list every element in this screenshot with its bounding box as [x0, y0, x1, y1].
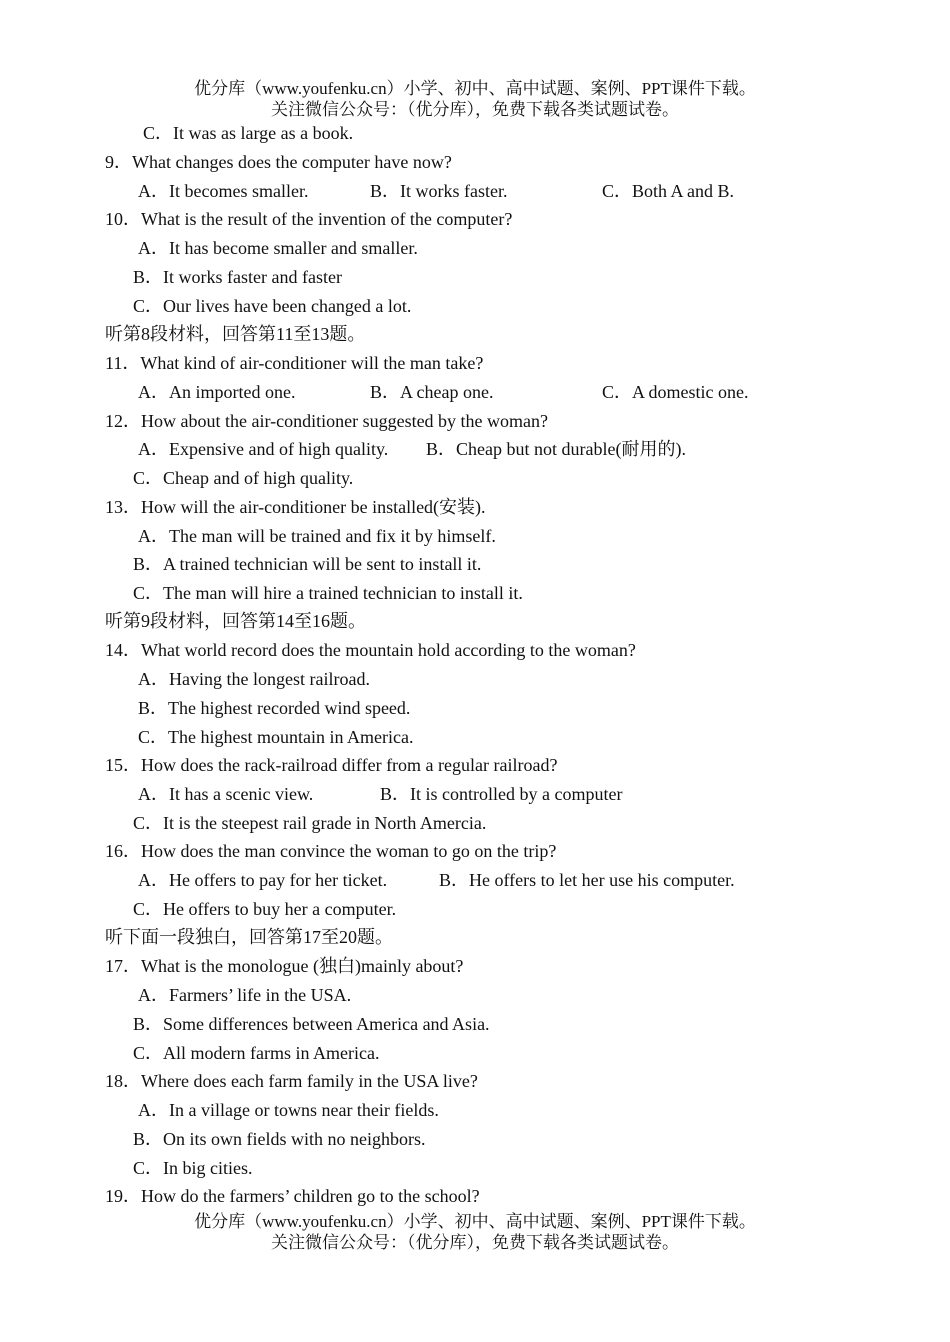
q15-option-c: C．It is the steepest rail grade in North Amercia. — [133, 813, 487, 833]
section-9-heading: 听第9段材料，回答第14至16题。 — [105, 611, 366, 631]
q18-option-b: B．On its own fields with no neighbors. — [133, 1129, 426, 1149]
q10-question: 10．What is the result of the invention of the computer? — [105, 209, 513, 229]
q16-option-b: B．He offers to let her use his computer. — [439, 870, 735, 890]
q16-option-c: C．He offers to buy her a computer. — [133, 899, 397, 919]
q12-option-c: C．Cheap and of high quality. — [133, 468, 354, 488]
q17-option-a: A．Farmers’ life in the USA. — [138, 985, 352, 1005]
q17-option-c: C．All modern farms in America. — [133, 1043, 380, 1063]
q11-option-b: B．A cheap one. — [370, 382, 494, 402]
q14-option-b: B．The highest recorded wind speed. — [138, 698, 411, 718]
q13-option-c: C．The man will hire a trained technician to install it. — [133, 583, 523, 603]
q10-option-c: C．Our lives have been changed a lot. — [133, 296, 412, 316]
q10-option-b: B．It works faster and faster — [133, 267, 342, 287]
q14-question: 14．What world record does the mountain hold according to the woman? — [105, 640, 636, 660]
q11-option-c: C．A domestic one. — [602, 382, 749, 402]
section-monologue-heading: 听下面一段独白，回答第17至20题。 — [105, 927, 393, 947]
footer-line-2: 关注微信公众号：（优分库），免费下载各类试题试卷。 — [271, 1233, 679, 1252]
q12-question: 12．How about the air-conditioner suggested by the woman? — [105, 411, 549, 431]
q19-question: 19．How do the farmers’ children go to the school? — [105, 1186, 480, 1206]
q9-option-a: A．It becomes smaller. — [138, 181, 309, 201]
header-line-1: 优分库（www.youfenku.cn）小学、初中、高中试题、案例、PPT课件下载。 — [194, 79, 756, 98]
q9-question: 9．What changes does the computer have now? — [105, 152, 452, 172]
header-line-2: 关注微信公众号：（优分库），免费下载各类试题试卷。 — [271, 100, 679, 119]
footer-line-1: 优分库（www.youfenku.cn）小学、初中、高中试题、案例、PPT课件下载。 — [194, 1212, 756, 1231]
q12-option-b: B．Cheap but not durable(耐用的). — [426, 439, 686, 459]
q11-option-a: A．An imported one. — [138, 382, 296, 402]
q17-option-b: B．Some differences between America and Asia. — [133, 1014, 490, 1034]
section-8-heading: 听第8段材料，回答第11至13题。 — [105, 324, 366, 344]
q11-question: 11．What kind of air-conditioner will the man take? — [105, 353, 484, 373]
q14-option-c: C．The highest mountain in America. — [138, 727, 414, 747]
q13-option-a: A．The man will be trained and fix it by himself. — [138, 526, 496, 546]
q10-option-a: A．It has become smaller and smaller. — [138, 238, 418, 258]
q9-option-c: C．Both A and B. — [602, 181, 735, 201]
q18-question: 18．Where does each farm family in the USA live? — [105, 1071, 478, 1091]
q8-option-c: C．It was as large as a book. — [143, 123, 354, 143]
q18-option-c: C．In big cities. — [133, 1158, 253, 1178]
q13-option-b: B．A trained technician will be sent to install it. — [133, 554, 482, 574]
q9-option-b: B．It works faster. — [370, 181, 508, 201]
q15-option-a: A．It has a scenic view. — [138, 784, 314, 804]
q14-option-a: A．Having the longest railroad. — [138, 669, 370, 689]
q15-question: 15．How does the rack-railroad differ from a regular railroad? — [105, 755, 558, 775]
q17-question: 17．What is the monologue (独白)mainly about? — [105, 956, 464, 976]
q12-option-a: A．Expensive and of high quality. — [138, 439, 389, 459]
q13-question: 13．How will the air-conditioner be installed(安装). — [105, 497, 486, 517]
q15-option-b: B．It is controlled by a computer — [380, 784, 623, 804]
q18-option-a: A．In a village or towns near their fields. — [138, 1100, 439, 1120]
q16-question: 16．How does the man convince the woman to go on the trip? — [105, 841, 557, 861]
q16-option-a: A．He offers to pay for her ticket. — [138, 870, 388, 890]
